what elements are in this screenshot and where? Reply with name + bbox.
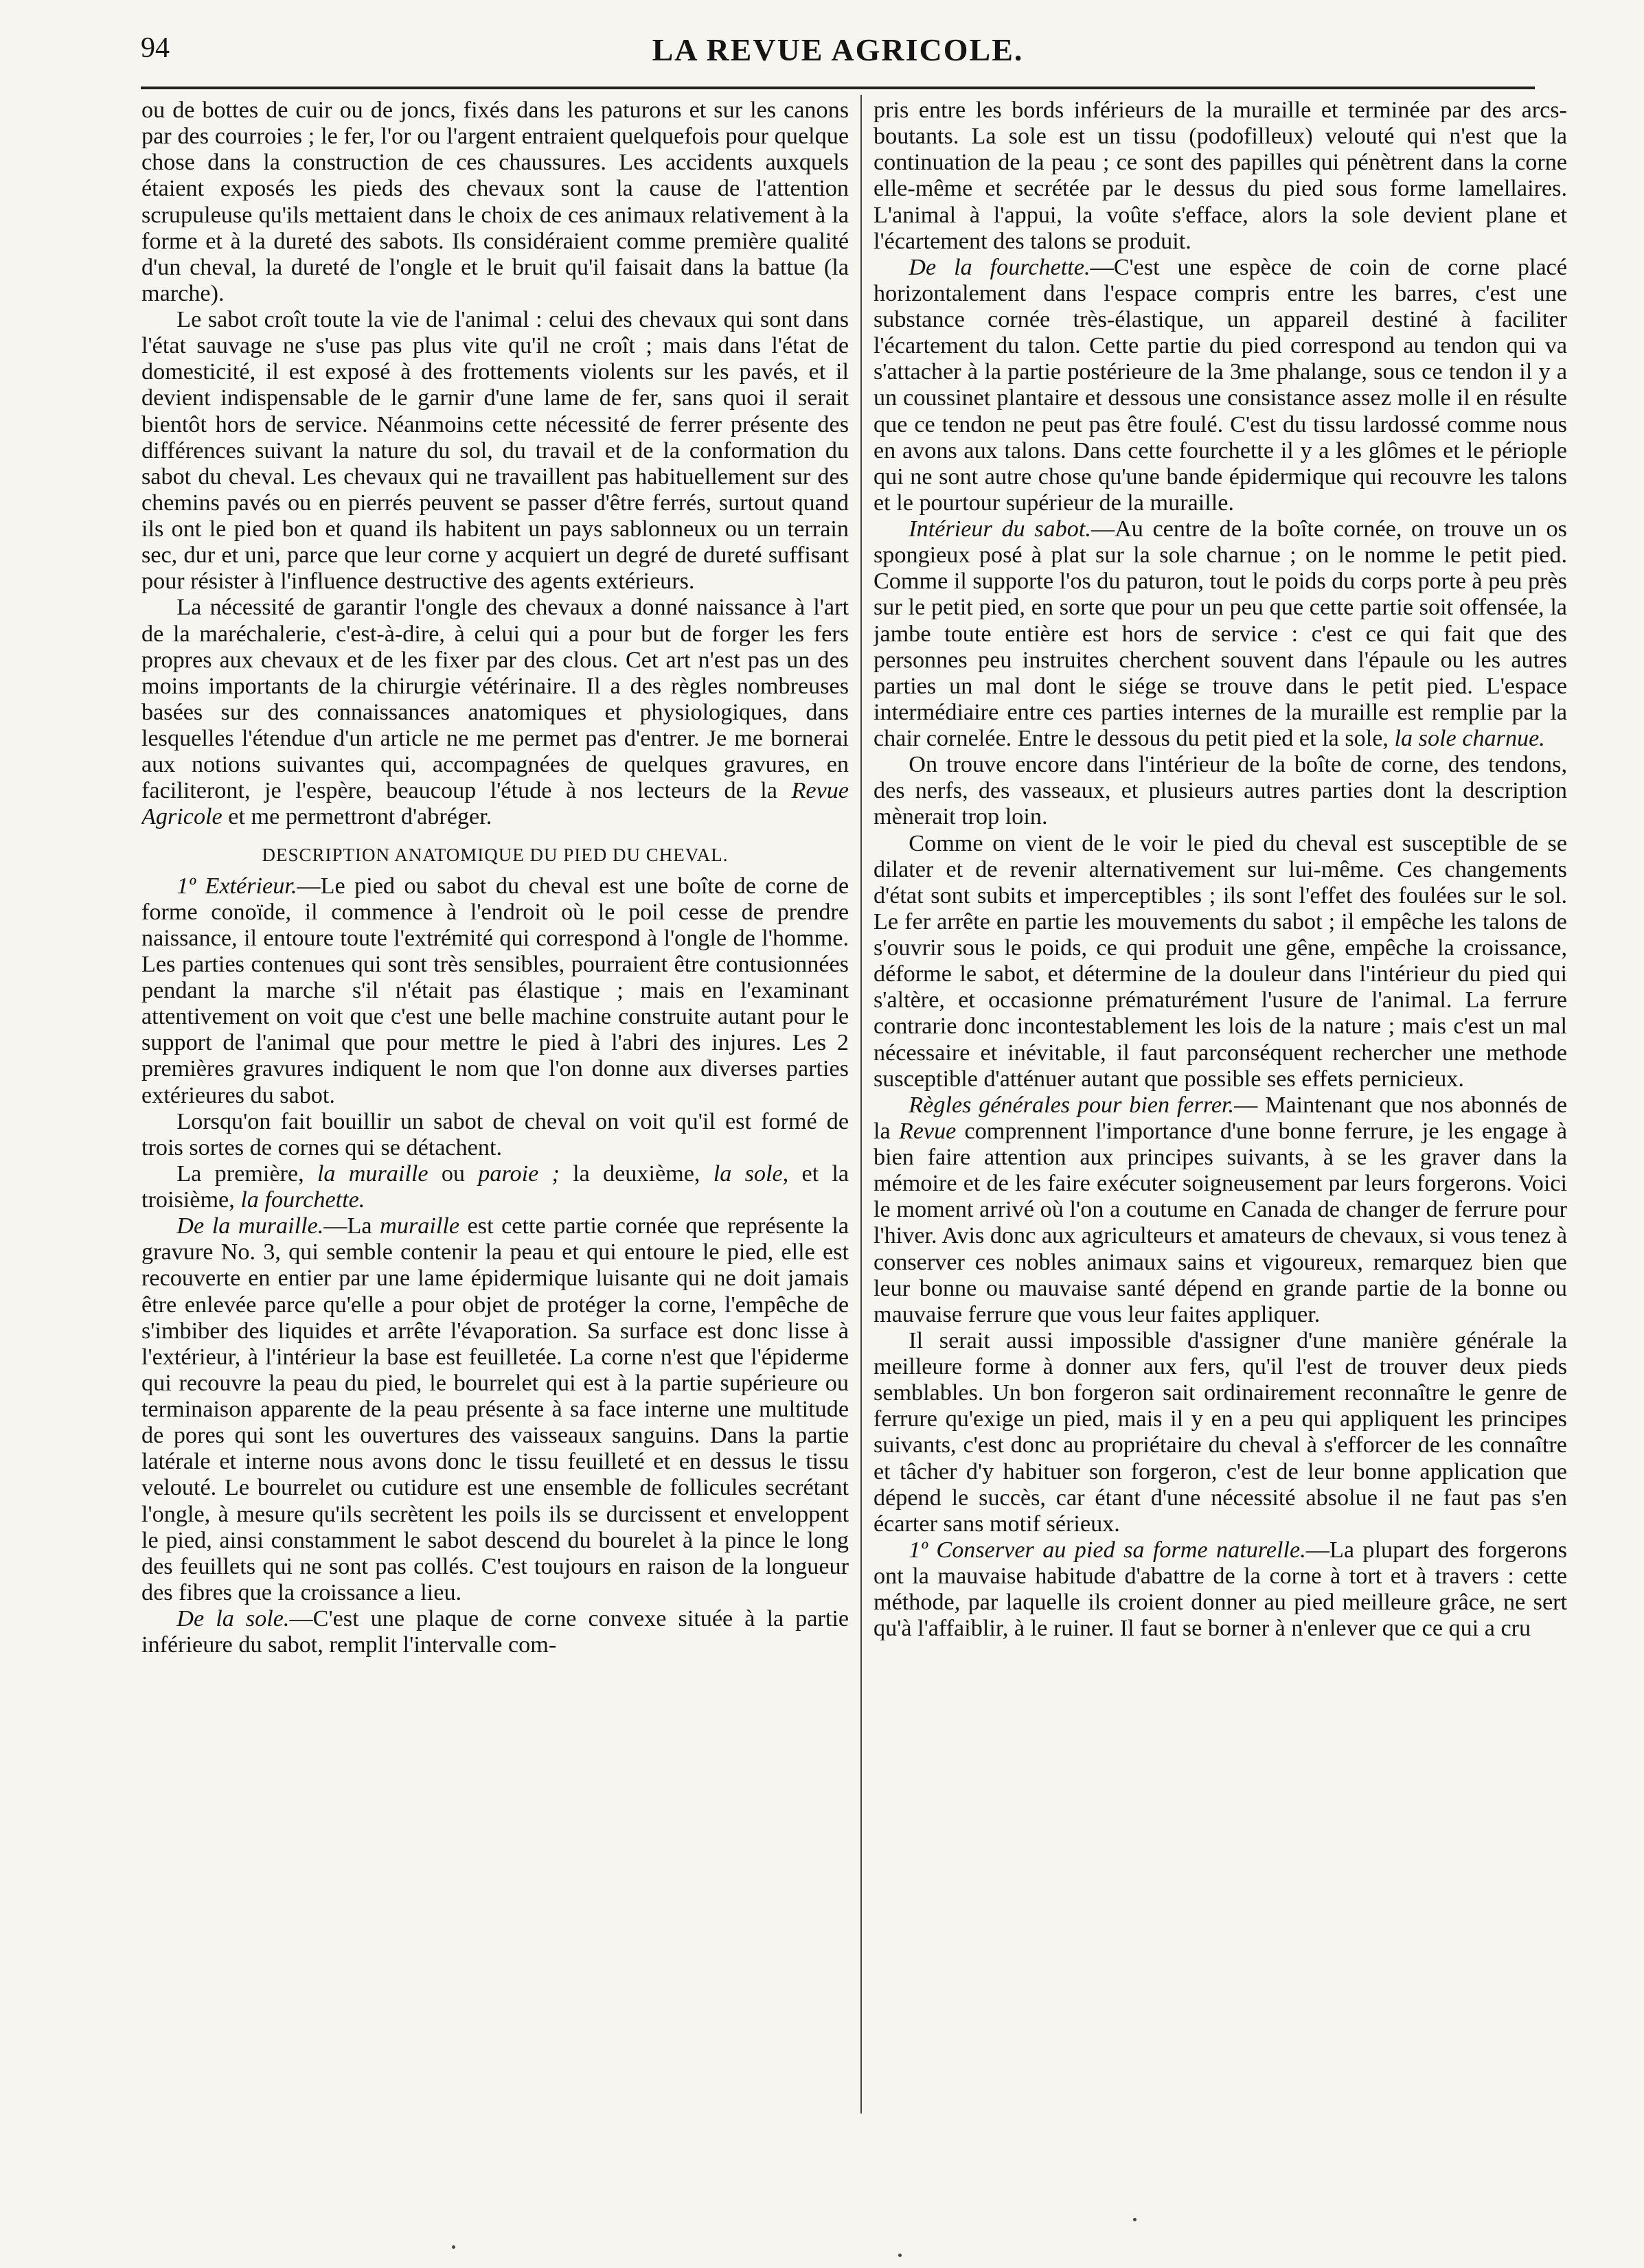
paragraph: De la sole.—C'est une plaque de corne convexe située à la partie inférieure du sabot, remplit l'intervalle com- xyxy=(141,1606,849,1658)
paragraph: 1º Extérieur.—Le pied ou sabot du cheval est une boîte de corne de forme conoïde, il commence à l'endroit où le poil cesse de prendre naissance, il entoure toute l'extrémité qui correspond à l'ongle de l'homme. Les parties contenues qui sont très sensibles, pourraient être contusionnées pendant la marche s'il n'était pas élastique ; mais en l'examinant attentivement on voit que c'est une belle machine construite autant pour le support de l'animal que pour mettre le pied à l'abri des injures. Les 2 premières gravures indiquent le nom que l'on donne aux diverses parties extérieures du sabot. xyxy=(141,873,849,1108)
print-speck xyxy=(1133,2218,1137,2221)
section-heading: DESCRIPTION ANATOMIQUE DU PIED DU CHEVAL. xyxy=(262,844,729,865)
paragraph: Règles générales pour bien ferrer.— Maintenant que nos abonnés de la Revue comprennent l'importance d'une bonne ferrure, je les engage à bien faire attention aux principes suivants, à se les graver dans la mémoire et de les faire exécuter soigneusement par leurs forgerons. Voici le moment arrivé où l'on a coutume en Canada de changer de ferrure pour l'hiver. Avis donc aux agriculteurs et amateurs de chevaux, si vous tenez à conserver ces nobles animaux sains et vigoureux, remarquez bien que leur bonne ou mauvaise santé dépend en grande partie de la bonne ou mauvaise ferrure que vous leur faites appliquer. xyxy=(874,1092,1567,1327)
left-column xyxy=(141,98,849,2123)
paragraph: pris entre les bords inférieurs de la muraille et terminée par des arcs-boutants. La sole est un tissu (podofilleux) velouté qui n'est que la continuation de la peau ; ce sont des papilles qui pénètrent dans la corne elle-même et secrétée par le dessus du pied sous forme lamellaires. L'animal à l'appui, la voûte s'efface, alors la sole devient plane et l'écartement des talons se produit. xyxy=(874,98,1567,254)
print-speck xyxy=(452,2245,455,2249)
paragraph: De la muraille.—La muraille est cette partie cornée que représente la gravure No. 3, qui semble contenir la peau et qui entoure le pied, elle est recouverte en entier par une lame épidermique luisante qui ne doit jamais être enlevée parce qu'elle a pour objet de protéger la corne, l'empêche de s'imbiber des liquides et arrête l'évaporation. Sa surface est donc lisse à l'extérieur, à l'intérieur la base est feuilletée. La corne n'est que l'épiderme qui recouvre la peau du pied, le bourrelet qui est à la partie supérieure ou terminaison apparente de la peau présente à sa face interne une multitude de pores qui sont les ouvertures des vaisseaux sanguins. Dans la partie latérale et interne nous avons donc le tissu feuilleté et en dessus le tissu velouté. Le bourrelet ou cutidure est une ensemble de follicules secrétant l'ongle, à mesure qu'ils secrètent les poils ils se durcissent et enveloppent le pied, ainsi constamment le sabot descend du bourelet à la pince le long des feuillets qui ne sont pas collés. C'est toujours en raison de la longueur des fibres que la croissance a lieu. xyxy=(141,1213,849,1605)
paragraph: Lorsqu'on fait bouillir un sabot de cheval on voit qu'il est formé de trois sortes de cornes qui se détachent. xyxy=(141,1108,849,1160)
header-rule xyxy=(141,87,1535,89)
column-divider xyxy=(860,95,862,2114)
paragraph: La nécessité de garantir l'ongle des chevaux a donné naissance à l'art de la maréchalerie, c'est-à-dire, à celui qui a pour but de forger les fers propres aux chevaux et de les fixer par des clous. Cet art n'est pas un des moins importants de la chirurgie vétérinaire. Il a des règles nombreuses basées sur des connaissances anatomiques et physiologiques, dans lesquelles l'étendue d'un article ne me permet pas d'entrer. Je me bornerai aux notions suivantes qui, accompagnées de quelques gravures, en faciliteront, je l'espère, beaucoup l'étude à nos lecteurs de la Revue Agricole et me permettront d'abréger. xyxy=(141,595,849,830)
paragraph: ou de bottes de cuir ou de joncs, fixés dans les paturons et sur les canons par des courroies ; le fer, l'or ou l'argent entraient quelquefois pour quelque chose dans la construction de ces chaussures. Les accidents auxquels étaient exposés les pieds des chevaux sont la cause de l'attention scrupuleuse qu'ils mettaient dans le choix de ces animaux relativement à la forme et à la dureté des sabots. Ils considéraient comme première qualité d'un cheval, la dureté de l'ongle et le bruit qu'il faisait dans la battue (la marche). xyxy=(141,98,849,306)
paragraph: Il serait aussi impossible d'assigner d'une manière générale la meilleure forme à donner aux fers, qu'il l'est de trouver deux pieds semblables. Un bon forgeron sait ordinairement reconnaître le genre de ferrure qu'exige un pied, mais il y en a peu qui appliquent les principes suivants, c'est donc au propriétaire du cheval à s'efforcer de les connaître et tâcher d'y habituer son forgeron, c'est de leur bonne application que dépend le succès, car étant d'une nécessité absolue il ne faut pas s'en écarter sans motif sérieux. xyxy=(874,1327,1567,1537)
paragraph: Le sabot croît toute la vie de l'animal : celui des chevaux qui sont dans l'état sauvage ne s'use pas plus vite qu'il ne croît ; mais dans l'état de domesticité, il est exposé à des frottements violents sur les pavés, et il devient indispensable de le garnir d'une lame de fer, sans quoi il serait bientôt hors de service. Néanmoins cette nécessité de ferrer présente des différences suivant la nature du sol, du travail et de la conformation du sabot du cheval. Les chevaux qui ne travaillent pas habituellement sur des chemins pavés ou en pierrés peuvent se passer d'être ferrés, surtout quand ils ont le pied bon et quand ils habitent un pays sablonneux ou un terrain sec, dur et uni, parce que leur corne y acquiert un degré de dureté suffisant pour résister à l'influence destructive des agents extérieurs. xyxy=(141,307,849,595)
paragraph: 1º Conserver au pied sa forme naturelle.—La plupart des forgerons ont la mauvaise habitude d'abattre de la corne à tort et à travers : cette méthode, par laquelle ils croient donner au pied meilleure grâce, ne sert qu'à l'affaiblir, à le ruiner. Il faut se borner à n'enlever que ce qui a cru xyxy=(874,1537,1567,1642)
paragraph: Intérieur du sabot.—Au centre de la boîte cornée, on trouve un os spongieux posé à plat sur la sole charnue ; on le nomme le petit pied. Comme il supporte l'os du paturon, tout le poids du corps porte à peu près sur le petit pied, en sorte que pour un peu que cette partie soit offensée, la jambe toute entière est hors de service : c'est ce qui fait que des personnes peu instruites cherchent souvent dans l'épaule ou les autres parties un mal dont le siége se trouve dans le petit pied. L'espace intermédiaire entre ces parties internes de la muraille est remplie par la chair cornelée. Entre le dessous du petit pied et la sole, la sole charnue. xyxy=(874,516,1567,751)
page-number: 94 xyxy=(141,32,170,64)
right-column xyxy=(874,98,1567,2123)
paragraph: Comme on vient de le voir le pied du cheval est susceptible de se dilater et de revenir alternativement sur lui-même. Ces changements d'état sont subits et imperceptibles ; ils sont l'effet des foulées sur le sol. Le fer arrête en partie les mouvements du sabot ; il empêche les talons de s'ouvrir sous le poids, ce qui produit une gêne, empêche la croissance, déforme le sabot, et détermine de la douleur dans l'intérieur du pied qui s'altère, et occasionne prématurément l'usure de l'animal. La ferrure contrarie donc incontestablement les lois de la nature ; mais c'est un mal nécessaire et inévitable, il faut parconséquent rechercher une methode susceptible d'atténuer autant que possible ses effets pernicieux. xyxy=(874,830,1567,1092)
page-header xyxy=(141,29,1535,77)
paragraph: De la fourchette.—C'est une espèce de coin de corne placé horizontalement dans l'espace compris entre les barres, c'est une substance cornée très-élastique, un appareil destiné à faciliter l'écartement du talon. Cette partie du pied correspond au tendon qui va s'attacher à la partie postérieure de la 3me phalange, sous ce tendon il y a un coussinet plantaire et dessous une consistance assez molle il en résulte que ce tendon ne peut pas être foulé. C'est du tissu lardossé comme nous en avons aux talons. Dans cette fourchette il y a les glômes et le périople qui ne sont autre chose qu'une bande épidermique qui recouvre les talons et le pourtour supérieur de la muraille. xyxy=(874,254,1567,516)
print-speck xyxy=(898,2254,902,2257)
journal-title: LA REVUE AGRICOLE. xyxy=(652,32,1024,67)
paragraph: On trouve encore dans l'intérieur de la boîte de corne, des tendons, des nerfs, des vasseaux, et plusieurs autres parties dont la description mènerait trop loin. xyxy=(874,752,1567,830)
paragraph: La première, la muraille ou paroie ; la deuxième, la sole, et la troisième, la fourchette. xyxy=(141,1160,849,1213)
